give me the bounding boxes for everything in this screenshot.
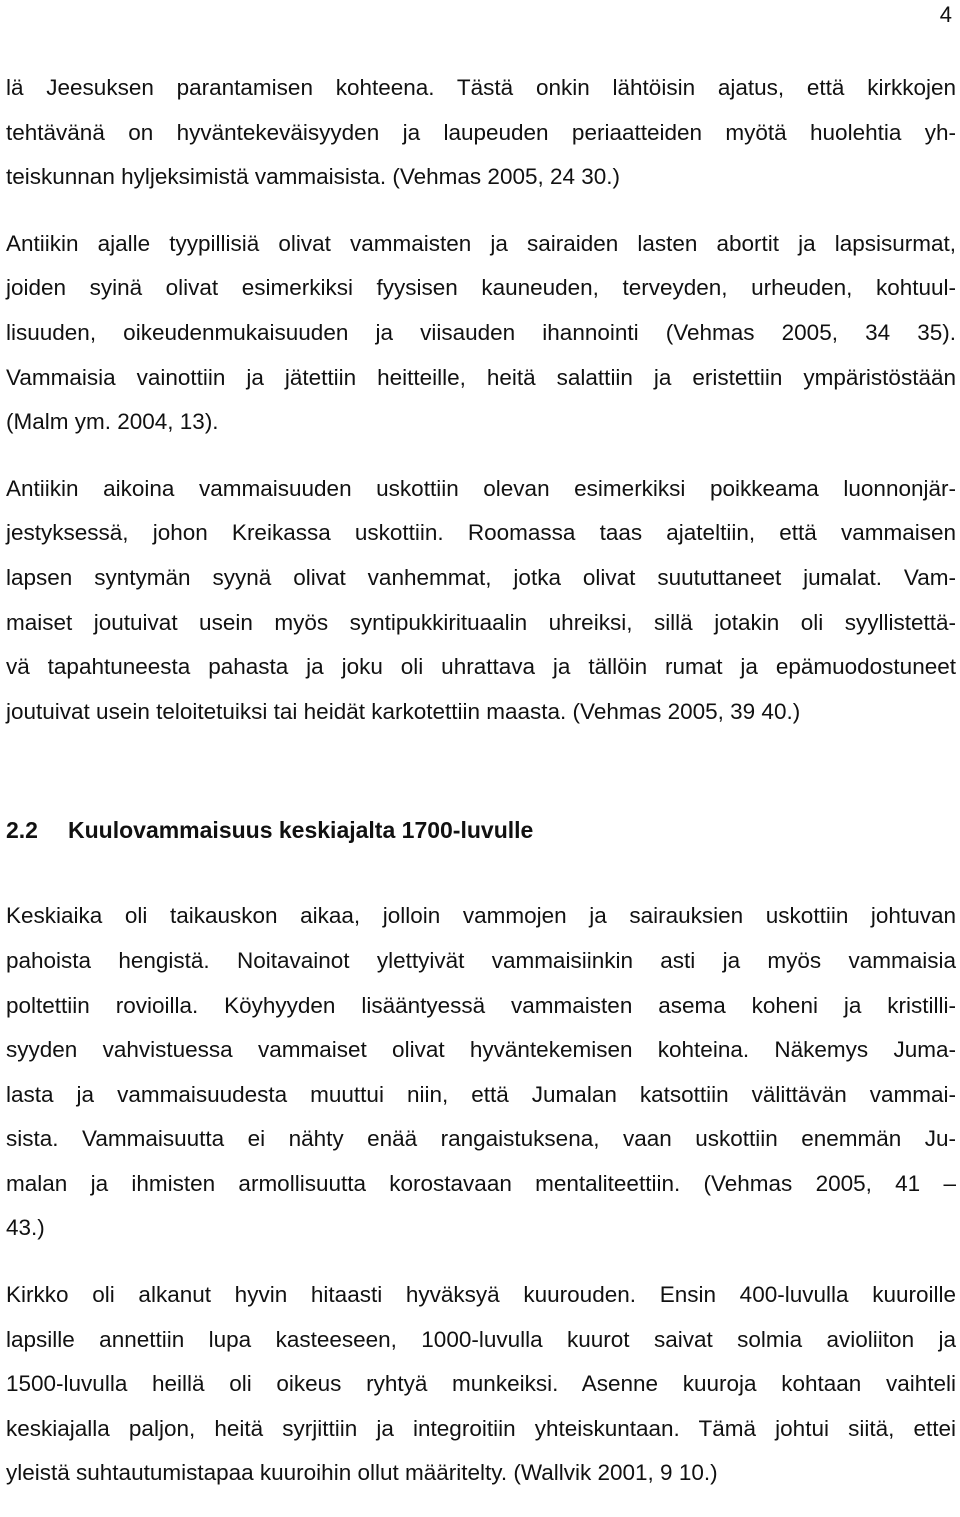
paragraph-line: Antiikin aikoina vammaisuuden uskottiin olevan esimerkiksi poikkeama luonnonjär-	[6, 475, 956, 501]
paragraph-line: tehtävänä on hyväntekeväisyyden ja laupeuden periaatteiden myötä huolehtia yh-	[6, 119, 956, 145]
paragraph-line: lasta ja vammaisuudesta muuttui niin, että Jumalan katsottiin välittävän vammai-	[6, 1081, 956, 1107]
paragraph-line: Kirkko oli alkanut hyvin hitaasti hyväksyä kuurouden. Ensin 400-luvulla kuuroille	[6, 1282, 956, 1308]
paragraph-line: joutuivat usein teloitetuiksi tai heidät karkotettiin maasta. (Vehmas 2005, 39 40.)	[6, 698, 801, 724]
paragraph-line: joiden syinä olivat esimerkiksi fyysisen kauneuden, terveyden, urheuden, kohtuul-	[6, 275, 956, 301]
paragraph-line: yleistä suhtautumistapaa kuuroihin ollut määritelty. (Wallvik 2001, 9 10.)	[6, 1460, 718, 1486]
section-heading	[6, 808, 956, 852]
paragraph-line: lapsille annettiin lupa kasteeseen, 1000-luvulla kuurot saivat solmia avioliiton ja	[6, 1326, 956, 1352]
paragraph-4	[6, 894, 956, 1251]
paragraph-line: jestyksessä, johon Kreikassa uskottiin. Roomassa taas ajateltiin, että vammaisen	[6, 520, 956, 546]
paragraph-line: teiskunnan hyljeksimistä vammaisista. (Vehmas 2005, 24 30.)	[6, 164, 621, 190]
paragraph-line: 1500-luvulla heillä oli oikeus ryhtyä munkeiksi. Asenne kuuroja kohtaan vaihteli	[6, 1371, 956, 1397]
paragraph-line: Keskiaika oli taikauskon aikaa, jolloin vammojen ja sairauksien uskottiin johtuvan	[6, 903, 956, 929]
paragraph-line: sista. Vammaisuutta ei nähty enää rangaistuksena, vaan uskottiin enemmän Ju-	[6, 1126, 956, 1152]
page-number: 4	[939, 2, 952, 27]
paragraph-line: Vammaisia vainottiin ja jätettiin heitteille, heitä salattiin ja eristettiin ympäristöstään	[6, 364, 956, 390]
paragraph-line: keskiajalla paljon, heitä syrjittiin ja integroitiin yhteiskuntaan. Tämä johtui siitä, ettei	[6, 1415, 956, 1441]
document-body	[6, 66, 956, 1496]
paragraph-line: pahoista hengistä. Noitavainot ylettyivät vammaisiinkin asti ja myös vammaisia	[6, 947, 956, 973]
paragraph-3	[6, 467, 956, 735]
paragraph-2	[6, 222, 956, 445]
paragraph-line: (Malm ym. 2004, 13).	[6, 409, 219, 435]
paragraph-line: 43.)	[6, 1215, 45, 1241]
paragraph-5	[6, 1273, 956, 1496]
paragraph-line: vä tapahtuneesta pahasta ja joku oli uhrattava ja tällöin rumat ja epämuodostuneet	[6, 654, 956, 680]
paragraph-line: maiset joutuivat usein myös syntipukkirituaalin uhreiksi, sillä jotakin oli syyllistettä-	[6, 609, 956, 635]
paragraph-line: lisuuden, oikeudenmukaisuuden ja viisauden ihannointi (Vehmas 2005, 34 35).	[6, 319, 956, 345]
paragraph-line: malan ja ihmisten armollisuutta korostavaan mentaliteettiin. (Vehmas 2005, 41 –	[6, 1170, 956, 1196]
paragraph-line: syyden vahvistuessa vammaiset olivat hyväntekemisen kohteina. Näkemys Juma-	[6, 1037, 956, 1063]
section-title: Kuulovammaisuus keskiajalta 1700-luvulle	[68, 817, 534, 844]
section-number: 2.2	[6, 817, 38, 844]
paragraph-line: lapsen syntymän syynä olivat vanhemmat, jotka olivat suututtaneet jumalat. Vam-	[6, 564, 956, 590]
paragraph-1	[6, 66, 956, 200]
paragraph-line: lä Jeesuksen parantamisen kohteena. Tästä onkin lähtöisin ajatus, että kirkkojen	[6, 75, 956, 100]
paragraph-line: Antiikin ajalle tyypillisiä olivat vammaisten ja sairaiden lasten abortit ja lapsisurmat,	[6, 230, 956, 256]
paragraph-line: poltettiin rovioilla. Köyhyyden lisääntyessä vammaisten asema koheni ja kristilli-	[6, 992, 956, 1018]
